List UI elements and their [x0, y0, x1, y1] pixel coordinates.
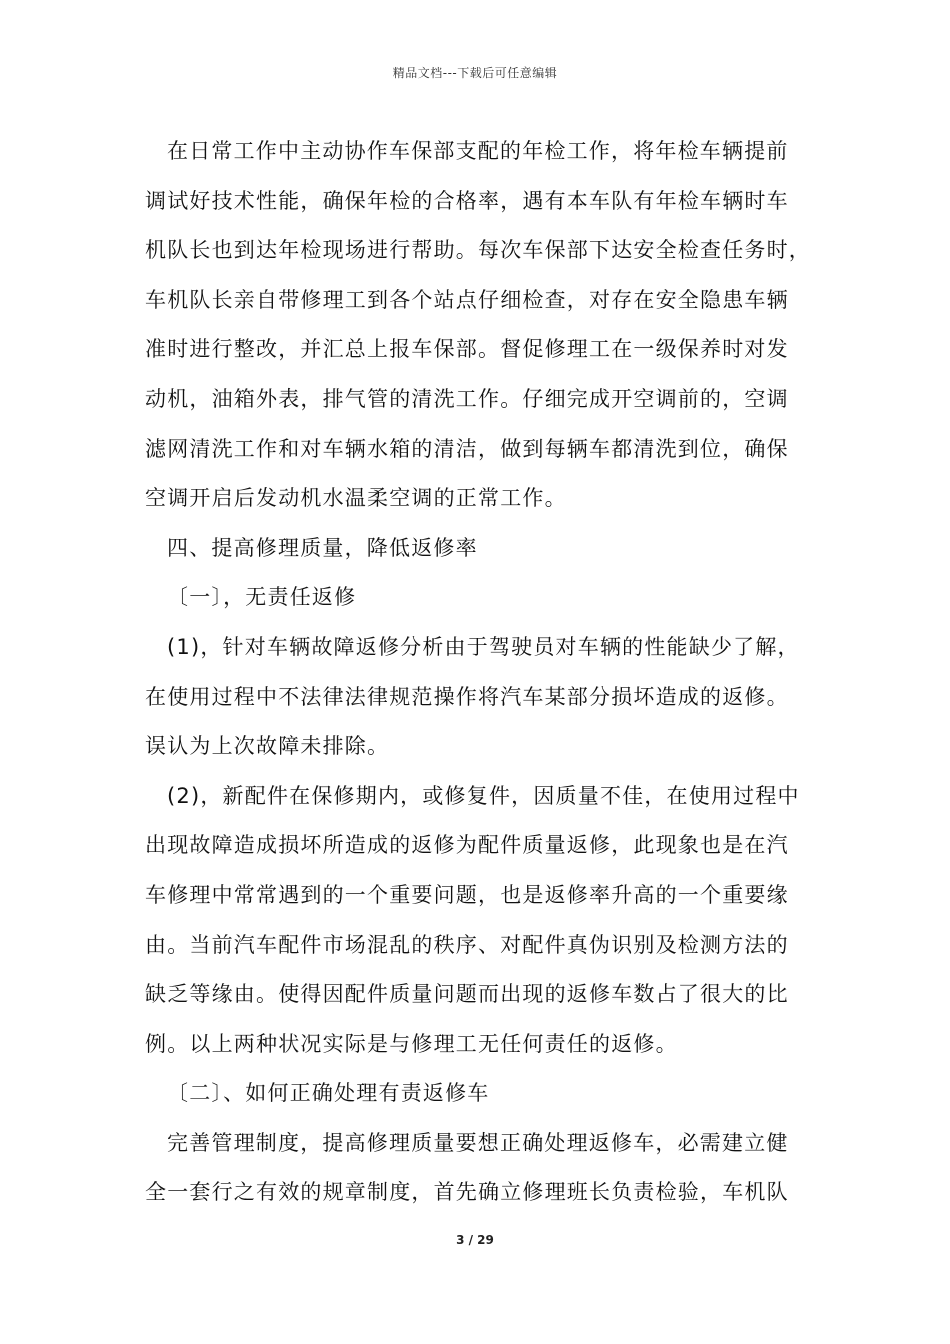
paragraph-line: 出现故障造成损坏所造成的返修为配件质量返修，此现象也是在汽 — [145, 833, 789, 858]
page-header: 精品文档---下载后可任意编辑 — [392, 66, 558, 80]
paragraph-line: 车机队长亲自带修理工到各个站点仔细检查，对存在安全隐患车辆 — [145, 287, 789, 312]
document-body — [145, 127, 825, 1218]
paragraph-line: 在使用过程中不法律法律规范操作将汽车某部分损坏造成的返修。 — [145, 684, 789, 709]
paragraph-line: 空调开启后发动机水温柔空调的正常工作。 — [145, 486, 567, 511]
paragraph-line: 滤网清洗工作和对车辆水箱的清洁，做到每辆车都清洗到位，确保 — [145, 436, 789, 461]
paragraph-line: 误认为上次故障未排除。 — [145, 734, 390, 759]
subsection-heading: 〔二〕、如何正确处理有责返修车 — [167, 1081, 490, 1106]
section-heading: 四、提高修理质量，降低返修率 — [167, 535, 478, 560]
paragraph-line: 例。以上两种状况实际是与修理工无任何责任的返修。 — [145, 1031, 678, 1056]
paragraph-line: 在日常工作中主动协作车保部支配的年检工作，将年检车辆提前 — [167, 139, 789, 163]
paragraph-line: 机队长也到达年检现场进行帮助。每次车保部下达安全检查任务时， — [145, 238, 811, 263]
paragraph-line: (1)，针对车辆故障返修分析由于驾驶员对车辆的性能缺少了解， — [167, 634, 800, 659]
paragraph-line: 完善管理制度，提高修理质量要想正确处理返修车，必需建立健 — [167, 1130, 789, 1155]
subsection-heading: 〔一〕，无责任返修 — [167, 585, 357, 610]
paragraph-line: 由。当前汽车配件市场混乱的秩序、对配件真伪识别及检测方法的 — [145, 932, 789, 957]
paragraph-line: 缺乏等缘由。使得因配件质量问题而出现的返修车数占了很大的比 — [145, 982, 789, 1007]
paragraph-line: 全一套行之有效的规章制度，首先确立修理班长负责检验，车机队 — [145, 1180, 789, 1205]
page-number: 3 / 29 — [456, 1233, 494, 1247]
paragraph-line: 准时进行整改，并汇总上报车保部。督促修理工在一级保养时对发 — [145, 337, 789, 362]
paragraph-line: 车修理中常常遇到的一个重要问题，也是返修率升高的一个重要缘 — [145, 882, 789, 907]
paragraph-line: 动机，油箱外表，排气管的清洗工作。仔细完成开空调前的，空调 — [145, 386, 789, 411]
paragraph-line: 调试好技术性能，确保年检的合格率，遇有本车队有年检车辆时车 — [145, 188, 789, 213]
paragraph-line: (2)，新配件在保修期内，或修复件，因质量不佳，在使用过程中 — [167, 783, 800, 808]
